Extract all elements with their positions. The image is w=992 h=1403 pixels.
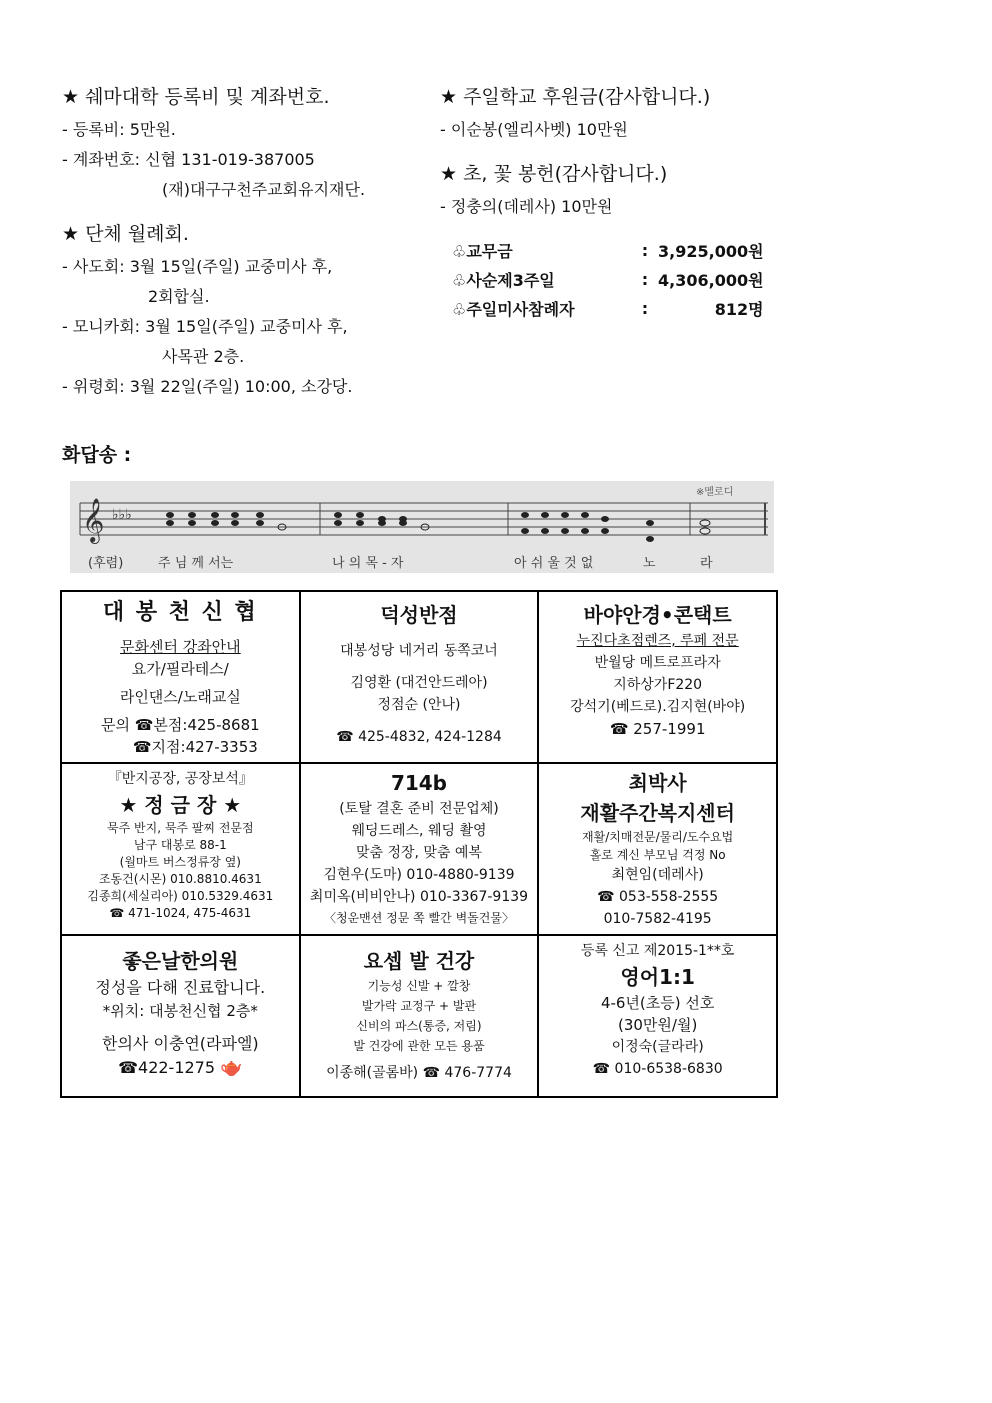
ad-line: 남구 대봉로 88-1 bbox=[133, 838, 227, 852]
finance-colon: : bbox=[641, 270, 649, 289]
ad-title: 요셉 발 건강 bbox=[363, 949, 475, 973]
finance-value: 4,306,000원 bbox=[658, 271, 764, 290]
ad-title: 바야안경•콘택트 bbox=[583, 603, 732, 627]
section-title-sunday-school: ★ 주일학교 후원금(감사합니다.) bbox=[440, 86, 711, 108]
ads-row bbox=[61, 591, 777, 763]
lyric: 노 bbox=[643, 556, 656, 571]
ad-line: 기능성 신발 + 깔창 bbox=[367, 979, 471, 993]
ad-line: 신비의 파스(통증, 저림) bbox=[356, 1019, 482, 1033]
ad-title: ★ 정 금 장 ★ bbox=[119, 793, 242, 817]
ad-line: 이종해(골롬바) ☎ 476-7774 bbox=[326, 1065, 512, 1081]
ad-line: 010-7582-4195 bbox=[603, 911, 712, 927]
ad-cell bbox=[538, 935, 777, 1097]
section-title-shema: ★ 쉐마대학 등록비 및 계좌번호. bbox=[62, 86, 330, 108]
ad-line: *위치: 대봉천신협 2층* bbox=[102, 1002, 258, 1020]
lyric: 주 님 께 서는 bbox=[158, 556, 234, 571]
ad-title: 714b bbox=[390, 771, 448, 795]
ad-cell bbox=[300, 935, 539, 1097]
right-column bbox=[440, 82, 800, 323]
ads-row bbox=[61, 763, 777, 935]
score-note: ※멜로디 bbox=[696, 487, 734, 498]
ad-title: 좋은날한의원 bbox=[122, 949, 239, 973]
ad-line: 한의사 이충연(라파엘) bbox=[101, 1034, 259, 1053]
finance-label: ♧교무금 bbox=[452, 242, 513, 261]
ad-line: 맞춤 정장, 맞춤 예복 bbox=[355, 845, 482, 861]
ad-line: ☎ 425-4832, 424-1284 bbox=[336, 729, 502, 745]
ad-line: 이정숙(글라라) bbox=[611, 1039, 704, 1055]
ad-line: 웨딩드레스, 웨딩 촬영 bbox=[351, 823, 487, 839]
shema-account-holder: (재)대구구천주교회유지재단. bbox=[162, 180, 366, 199]
ad-line: 『반지공장, 공장보석』 bbox=[107, 771, 253, 787]
ad-title: 대 봉 천 신 협 bbox=[102, 600, 258, 625]
ad-line: 대봉성당 네거리 동쪽코너 bbox=[340, 643, 498, 659]
ad-line: 등록 신고 제2015-1**호 bbox=[580, 943, 735, 959]
ad-line: 묵주 반지, 묵주 팔찌 전문점 bbox=[107, 821, 254, 835]
ad-line: 정점순 (안나) bbox=[377, 697, 461, 713]
ad-line: 홀로 계신 부모님 걱정 No bbox=[589, 848, 726, 862]
ad-title: 영어1:1 bbox=[620, 965, 695, 989]
ads-table bbox=[60, 590, 778, 1098]
finance-colon: : bbox=[641, 241, 649, 260]
sunday-school-donor: - 이순봉(엘리사벳) 10만원 bbox=[440, 120, 628, 139]
ad-line: 김현우(도마) 010-4880-9139 bbox=[323, 867, 515, 883]
ad-line bbox=[66, 1056, 295, 1080]
ad-line: 반월당 메트로프라자 bbox=[594, 655, 721, 671]
ad-cell bbox=[538, 763, 777, 935]
shema-account: - 계좌번호: 신협 131-019-387005 bbox=[62, 150, 315, 169]
svg-text:𝄞: 𝄞 bbox=[82, 498, 105, 542]
meeting-apostles-room: 2회합실. bbox=[148, 287, 210, 306]
lyric: 나 의 목 - 자 bbox=[332, 556, 404, 571]
lyric-refrain: (후렴) bbox=[88, 556, 124, 571]
music-staff bbox=[70, 481, 774, 573]
section-title-meetings: ★ 단체 월례회. bbox=[62, 223, 189, 245]
hymn-title: 화답송 : bbox=[62, 444, 132, 466]
ad-line: 발 건강에 관한 모든 용품 bbox=[353, 1039, 485, 1053]
finance-row bbox=[452, 265, 764, 294]
finance-value: 812명 bbox=[714, 300, 764, 319]
left-column bbox=[62, 82, 432, 402]
ad-line: (월마트 버스정류장 옆) bbox=[119, 855, 241, 869]
music-score-image bbox=[70, 481, 774, 573]
ad-title: 덕성반점 bbox=[380, 603, 458, 627]
ad-line: 정성을 다해 진료합니다. bbox=[95, 978, 266, 997]
ad-line: 라인댄스/노래교실 bbox=[119, 688, 241, 706]
ad-cell bbox=[61, 763, 300, 935]
meeting-memorial: - 위령회: 3월 22일(주일) 10:00, 소강당. bbox=[62, 377, 353, 396]
ad-line: 발가락 교정구 + 발판 bbox=[361, 999, 477, 1013]
ad-line: 요가/필라테스/ bbox=[131, 660, 229, 678]
meeting-monica: - 모니카회: 3월 15일(주일) 교중미사 후, bbox=[62, 317, 348, 336]
lyric: 아 쉬 울 것 없 bbox=[514, 556, 594, 571]
section-title-offering: ★ 초, 꽃 봉헌(감사합니다.) bbox=[440, 163, 668, 185]
ad-line: ☎ 010-6538-6830 bbox=[592, 1061, 723, 1077]
ad-line: 문의 ☎본점:425-8681 bbox=[100, 716, 260, 734]
ad-line: ☎지점:427-3353 bbox=[132, 738, 258, 756]
ad-line: 〈청운맨션 정문 쪽 빨간 벽돌건물〉 bbox=[324, 911, 514, 925]
finance-row bbox=[452, 294, 764, 323]
lyric: 라 bbox=[700, 556, 713, 571]
ad-line: 재활/치매전문/물리/도수요법 bbox=[582, 830, 734, 844]
finance-colon: : bbox=[641, 299, 649, 318]
svg-text:♭♭♭: ♭♭♭ bbox=[112, 507, 132, 523]
ad-line: 강석기(베드로).김지현(바야) bbox=[570, 699, 746, 715]
finance-label: ♧사순제3주일 bbox=[452, 271, 555, 290]
ad-line: (토탈 결혼 준비 전문업체) bbox=[339, 801, 499, 817]
ad-line: 조동건(시몬) 010.8810.4631 bbox=[98, 872, 262, 886]
ad-title-2: 재활주간복지센터 bbox=[580, 801, 735, 825]
ad-cell bbox=[300, 591, 539, 763]
ad-line: 최미옥(비비안나) 010-3367-9139 bbox=[309, 889, 529, 905]
offering-donor: - 정충의(데레사) 10만원 bbox=[440, 197, 613, 216]
finance-row bbox=[452, 236, 764, 265]
ad-line: 4-6년(초등) 선호 bbox=[600, 994, 715, 1012]
ad-line: ☎ 471-1024, 475-4631 bbox=[109, 906, 252, 920]
ad-line: (30만원/월) bbox=[617, 1016, 698, 1034]
finance-value: 3,925,000원 bbox=[658, 242, 764, 261]
ad-line: 누진다초점렌즈, 루페 전문 bbox=[576, 633, 739, 649]
ad-cell bbox=[61, 591, 300, 763]
meeting-monica-room: 사목관 2층. bbox=[162, 347, 245, 366]
ad-cell bbox=[61, 935, 300, 1097]
ad-line: 문화센터 강좌안내 bbox=[119, 638, 241, 656]
meeting-apostles: - 사도회: 3월 15일(주일) 교중미사 후, bbox=[62, 257, 333, 276]
finance-table bbox=[452, 236, 764, 323]
teapot-icon: 🫖 bbox=[220, 1057, 243, 1078]
finance-label: ♧주일미사참례자 bbox=[452, 300, 575, 319]
shema-fee: - 등록비: 5만원. bbox=[62, 120, 176, 139]
ad-line: 김종희(세실리아) 010.5329.4631 bbox=[87, 889, 274, 903]
ad-cell bbox=[538, 591, 777, 763]
ad-line: 김영환 (대건안드레아) bbox=[350, 675, 488, 691]
ads-row bbox=[61, 935, 777, 1097]
ad-line: 최현임(데레사) bbox=[611, 867, 704, 883]
ad-line: ☎ 257-1991 bbox=[609, 720, 706, 738]
ad-phone: ☎422-1275 bbox=[118, 1058, 216, 1077]
ad-line: ☎ 053-558-2555 bbox=[597, 889, 719, 905]
ad-title: 최박사 bbox=[628, 771, 687, 795]
ad-cell bbox=[300, 763, 539, 935]
ad-line: 지하상가F220 bbox=[613, 677, 703, 693]
